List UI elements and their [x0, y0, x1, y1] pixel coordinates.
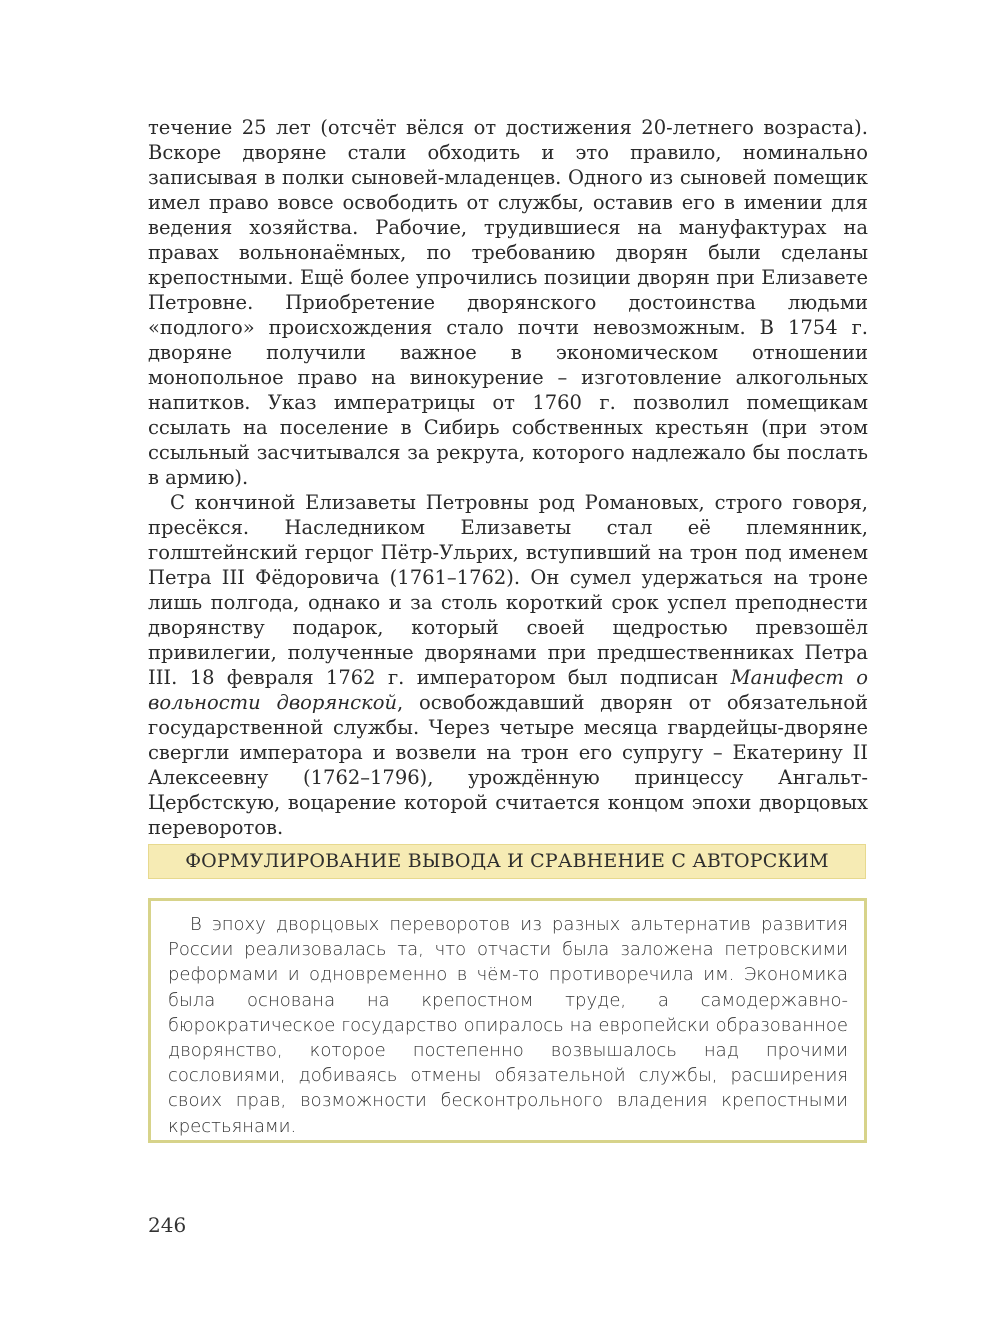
section-heading: ФОРМУЛИРОВАНИЕ ВЫВОДА И СРАВНЕНИЕ С АВТОРСКИМ: [148, 844, 866, 879]
page-number: 246: [148, 1213, 187, 1237]
paragraph-continuation: течение 25 лет (отсчёт вёлся от достижения 20-летнего возраста). Вскоре дворяне стали обходить и это правило, номинально записывая в полки сыновей-младенцев. Одного из сыновей помещик имел право вовсе освободить от службы, оставив его в имении для ведения хозяйства. Рабочие, трудившиеся на мануфактурах на правах вольнонаёмных, по требованию дворян были сделаны крепостными. Ещё более упрочились позиции дворян при Елизавете Петровне. Приобретение дворянского достоинства людьми «подлого» происхождения стало почти невозможным. В 1754 г. дворяне получили важное в экономическом отношении монопольное право на винокурение – изготовление алкогольных напитков. Указ императрицы от 1760 г. позволил помещикам ссылать на поселение в Сибирь собственных крестьян (при этом ссыльный засчитывался за рекрута, которого надлежало бы послать в армию).: [148, 116, 868, 489]
conclusion-text: В эпоху дворцовых переворотов из разных альтернатив развития России реализовалась та, что отчасти была заложена петровскими реформами и одновременно в чём-то противоречила им. Экономика была основана на крепостном труде, а самодержавно-бюрократическое государство опиралось на европейски образованное дворянство, которое постепенно возвышалось над прочими сословиями, добиваясь отмены обязательной службы, расширения своих прав, возможности бесконтрольного владения крепостными крестьянами.: [168, 914, 848, 1137]
manifesto-title: Манифест о вольности дворянской: [148, 666, 868, 714]
paragraph-peter-iii: [148, 490, 868, 840]
paragraph-peter-iii-start: С кончиной Елизаветы Петровны род Романовых, строго говоря, пресёкся. Наследником Елизаветы стал её племянник, голштейнский герцог Пётр-Ульрих, вступивший на трон под именем Петра III Фёдоровича (1761–1762). Он сумел удержаться на троне лишь полгода, однако и за столь короткий срок успел преподнести дворянству подарок, который своей щедростью превзошёл привилегии, полученные дворянами при предшественниках Петра III. 18 февраля 1762 г. императором был подписан: [148, 491, 868, 689]
conclusion-box: [148, 898, 867, 1143]
paragraph-peter-iii-end: , освобождавший дворян от обязательной государственной службы. Через четыре месяца гвардейцы-дворяне свергли императора и возвели на трон его супругу – Екатерину II Алексеевну (1762–1796), урождённую принцессу Ангальт-Цербстскую, воцарение которой считается концом эпохи дворцовых переворотов.: [148, 691, 868, 839]
main-text: [148, 115, 868, 840]
